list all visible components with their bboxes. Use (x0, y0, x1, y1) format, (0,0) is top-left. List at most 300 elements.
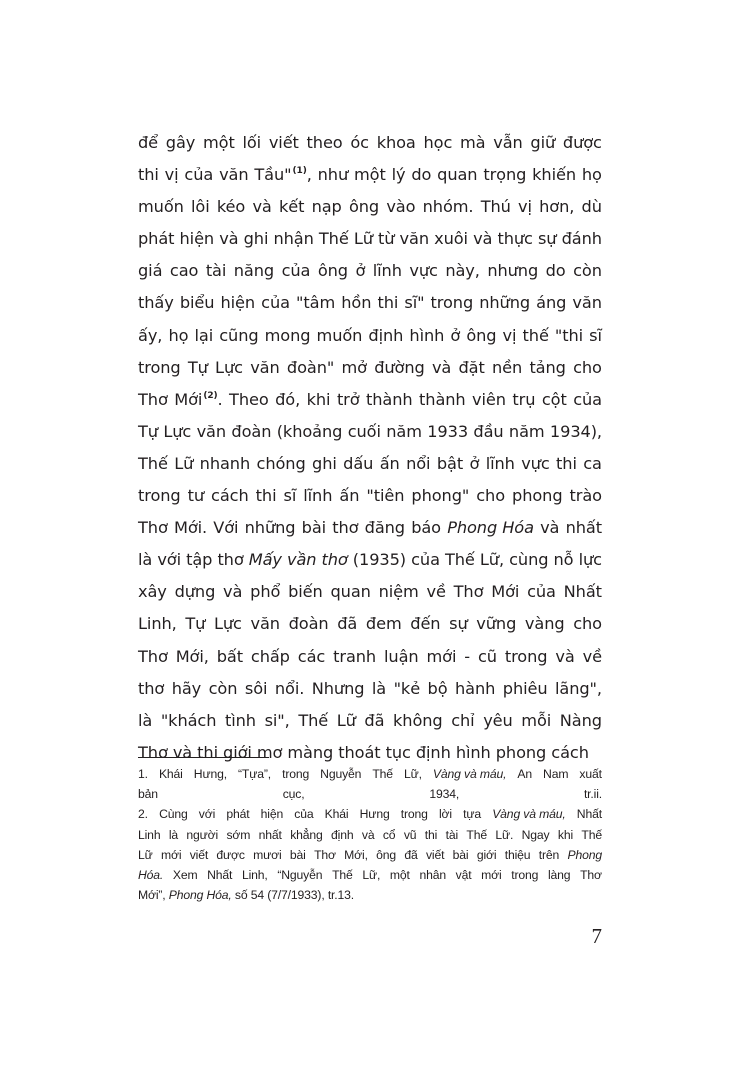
word: thơ (138, 678, 165, 698)
word: hiện (220, 293, 256, 313)
body-line (138, 448, 602, 480)
footnote-separator (138, 757, 269, 758)
word: cho (573, 614, 602, 634)
body-line (138, 384, 602, 416)
word: nhân (419, 867, 446, 882)
word: năm (386, 421, 422, 441)
word: Thế (332, 867, 353, 882)
word: và (431, 357, 452, 377)
footnote-ref-2: (2) (203, 390, 218, 401)
word: đã (364, 710, 385, 730)
footnote-line (138, 804, 602, 824)
word: của (261, 293, 290, 313)
word: các (297, 646, 326, 666)
footnote-line (138, 784, 602, 804)
word: Nhất (207, 867, 233, 882)
word: bản (138, 787, 158, 802)
word: bài (289, 847, 306, 862)
word: văn (196, 421, 227, 441)
word: phổ (250, 582, 281, 602)
body-line (138, 127, 602, 159)
word: Thế (581, 827, 602, 842)
word: Nàng (559, 710, 602, 730)
word: nhóm. (422, 197, 474, 217)
word: Theo (229, 389, 269, 409)
word: Nguyễn (320, 767, 362, 781)
word: số (234, 888, 248, 903)
word: hình (409, 325, 445, 345)
word: nhất (565, 518, 602, 538)
word: khiến (532, 165, 577, 185)
word: cách (551, 742, 589, 762)
word: phát (138, 229, 175, 249)
word: 1934, (429, 787, 460, 802)
word: (1935) (352, 550, 407, 570)
word: Lực (215, 357, 243, 377)
body-text (138, 127, 602, 769)
word: hiện (260, 807, 284, 822)
word: giữ (530, 133, 556, 152)
word: lôi (191, 197, 210, 217)
word: này, (445, 261, 480, 281)
word: Linh (138, 827, 161, 842)
word: lại (194, 325, 214, 345)
word: bài (301, 518, 327, 538)
body-line (138, 320, 602, 352)
word: - (464, 646, 471, 666)
footnote-ref-1: (1) (292, 166, 307, 177)
word: biến (288, 582, 323, 602)
word: thành (366, 389, 413, 409)
word: năm (508, 421, 545, 441)
word: trong (282, 767, 310, 781)
body-line (138, 576, 602, 608)
word: chóng (256, 453, 306, 473)
word: ghi (243, 229, 269, 249)
word: là (371, 678, 387, 698)
word: trên (538, 847, 560, 862)
word: thi (255, 486, 277, 506)
word: là (138, 550, 153, 570)
word: thành (419, 389, 466, 409)
word: ở (450, 325, 461, 345)
word: ông (376, 847, 397, 862)
word: không (393, 710, 443, 730)
word: viên (472, 389, 506, 409)
word: tư (187, 486, 205, 506)
word: bộ (427, 678, 448, 698)
word: trong (400, 807, 428, 822)
word: cao (169, 261, 199, 281)
word: Lữ (353, 229, 373, 249)
word: tranh (333, 646, 377, 666)
word: thơ (217, 550, 244, 570)
word: sĩ (589, 325, 602, 345)
word: cuối (347, 421, 381, 441)
body-line (138, 544, 602, 576)
word: Lực (213, 614, 242, 634)
word: viết (268, 133, 299, 152)
word: vị (164, 165, 179, 185)
word: Mới, (175, 646, 209, 666)
word: Thế (298, 710, 329, 730)
word: đến (410, 614, 441, 634)
word: kéo (216, 197, 246, 217)
word: phong (512, 486, 563, 506)
body-line (138, 191, 602, 223)
word: dựng (174, 582, 216, 602)
body-line (138, 480, 602, 512)
word: Khái (324, 807, 349, 822)
word: nhanh (199, 453, 251, 473)
word: của (411, 550, 440, 570)
word: về (582, 646, 602, 666)
word: của (527, 582, 556, 602)
word: lãng", (555, 678, 602, 698)
word: vị (518, 197, 532, 217)
word: mới (426, 646, 457, 666)
word: Thế (138, 453, 168, 473)
word: nhận (273, 229, 314, 249)
word: “Tựa”, (238, 767, 272, 781)
word: Nhất (563, 582, 602, 602)
word: Lữ, (362, 867, 381, 882)
word: cột (541, 389, 567, 409)
word: đoàn (288, 614, 329, 634)
word: Nhưng (311, 678, 365, 698)
word: tục (385, 742, 411, 762)
word: trong (430, 293, 474, 313)
word: "tâm (296, 293, 336, 313)
word: do (545, 261, 566, 281)
footnote-line (138, 845, 602, 865)
word: ông (466, 325, 497, 345)
word: Tự (185, 614, 206, 634)
word: Mới, (344, 847, 368, 862)
word: đem (365, 614, 402, 634)
word: hiện (179, 229, 215, 249)
word: Thế (444, 550, 475, 570)
word: lý (391, 165, 406, 185)
word: và (172, 742, 193, 762)
word: của (294, 807, 314, 822)
word: tảng (529, 357, 566, 377)
word: văn (250, 357, 280, 377)
word: hành (454, 678, 496, 698)
word: nổi. (274, 678, 305, 698)
body-line (138, 352, 602, 384)
word: viết (425, 847, 445, 862)
word: vực (521, 453, 550, 473)
word: văn (250, 614, 280, 634)
word: mới (160, 847, 182, 862)
word: phong" (411, 486, 470, 506)
word: Lữ, (403, 767, 422, 781)
word: dấu (343, 453, 374, 473)
word: vật (455, 867, 472, 882)
word: muốn (138, 197, 184, 217)
word: Lữ. (495, 827, 514, 842)
word: Thơ (453, 582, 484, 602)
word: cổ (382, 827, 396, 842)
word: ấy, (138, 325, 163, 345)
word: Xem (172, 867, 198, 882)
word: trong (511, 867, 539, 882)
word: Thơ (580, 867, 602, 882)
word: và (361, 827, 375, 842)
word: trong (138, 357, 181, 377)
word: sớm (226, 827, 251, 842)
word: trụ (512, 389, 536, 409)
word: thi (377, 293, 399, 313)
word: Mới. (173, 518, 208, 538)
body-line (138, 705, 602, 737)
word: về (426, 582, 446, 602)
word: theo (306, 133, 343, 152)
word: năng (233, 261, 275, 281)
word: vẫn (493, 133, 523, 152)
word: gây (165, 133, 196, 152)
word: cũ (477, 646, 497, 666)
word: vị (502, 325, 517, 345)
word: học (423, 133, 453, 152)
word: sự (537, 229, 557, 249)
body-line (138, 608, 602, 640)
word: 54 (250, 888, 265, 903)
word: xuất (579, 767, 602, 781)
word: Linh, (138, 614, 177, 634)
word: thi (556, 453, 577, 473)
word: mơ (256, 742, 283, 762)
word: trong (504, 646, 548, 666)
word: ông (317, 261, 348, 281)
word: định (368, 325, 404, 345)
word: đã (404, 847, 418, 862)
word: dù (581, 197, 602, 217)
word: Cùng (159, 807, 188, 822)
word: trào (569, 486, 602, 506)
word: Hóa. (138, 867, 164, 882)
word: Lữ, (479, 550, 505, 570)
word: niệm (378, 582, 419, 602)
word: Hưng (359, 807, 390, 822)
word: Lực (163, 421, 192, 441)
word: hồn (341, 293, 372, 313)
word: thi (197, 742, 218, 762)
word: nạp (311, 197, 342, 217)
word: và (223, 582, 243, 602)
word: và (473, 229, 493, 249)
word: thoát (338, 742, 381, 762)
word: một (353, 165, 386, 185)
word: cục, (282, 787, 305, 802)
word: áng (536, 293, 567, 313)
word: do (411, 165, 432, 185)
word: phong (495, 742, 547, 762)
word: Thơ (138, 742, 168, 762)
word: thiệu (504, 847, 531, 862)
word: tài (445, 827, 459, 842)
word: giới (476, 847, 497, 862)
word: yêu (483, 710, 513, 730)
word: những (479, 293, 531, 313)
word: họ (168, 325, 189, 345)
word: nhưng (487, 261, 539, 281)
word: An (517, 767, 532, 781)
word: là (168, 827, 179, 842)
word: vực (409, 261, 438, 281)
body-line (138, 287, 602, 319)
word: Ngay (521, 827, 550, 842)
word: còn (208, 678, 238, 698)
footnote-line (138, 764, 602, 784)
page-number: 7 (591, 924, 602, 948)
word: chỉ (451, 710, 475, 730)
word: Mấy vần thơ (248, 550, 348, 570)
word: Mới (491, 582, 520, 602)
footnote-line (138, 865, 602, 885)
word: giới (223, 742, 252, 762)
word: khẳng (290, 827, 323, 842)
word: ông (348, 197, 380, 217)
word: Thơ (138, 646, 168, 666)
word: biểu (179, 293, 215, 313)
word: đường (374, 357, 425, 377)
word: Linh, (241, 867, 268, 882)
word: Thơ (138, 389, 168, 409)
word: thi (138, 165, 159, 185)
word: mở (341, 357, 367, 377)
word: hơn, (539, 197, 575, 217)
word: bất (216, 646, 243, 666)
body-line (138, 512, 602, 544)
word: cũng (219, 325, 259, 345)
body-line (138, 416, 602, 448)
word: Lữ (174, 453, 194, 473)
word: "tiên (366, 486, 405, 506)
word: của (573, 389, 602, 409)
word: thơ (332, 518, 359, 538)
word: Phong (567, 847, 602, 862)
word: ấn (339, 486, 360, 506)
word: Thơ (138, 518, 168, 538)
word: và (555, 646, 575, 666)
word: những (244, 518, 296, 538)
word: văn (399, 229, 429, 249)
word: Thế (318, 229, 349, 249)
word: phát (226, 807, 250, 822)
word: giá (138, 261, 163, 281)
word: khi (306, 389, 331, 409)
word: nỗ (553, 550, 574, 570)
word: Thế (466, 827, 487, 842)
word: lĩnh (372, 261, 402, 281)
word: kết (278, 197, 305, 217)
word: tr.ii. (583, 787, 602, 802)
word: vũ (403, 827, 417, 842)
word: là (138, 710, 153, 730)
word: thực (497, 229, 533, 249)
word: cho (573, 357, 602, 377)
word: đoàn (231, 421, 272, 441)
word-with-footnote-ref: Mới$^{(2)}$. (174, 389, 223, 409)
word: 1933 (427, 421, 469, 441)
word: óc (350, 133, 369, 152)
word: "kẻ (393, 678, 421, 698)
body-line (138, 255, 602, 287)
word: khoa (376, 133, 416, 152)
word: xây (138, 582, 167, 602)
word: vàng (524, 614, 565, 634)
word: quan (330, 582, 371, 602)
word: và (252, 197, 272, 217)
word: màng (287, 742, 334, 762)
body-line (138, 673, 602, 705)
word: ca (583, 453, 602, 473)
word: Nhất (576, 807, 602, 822)
word: trọng (483, 165, 527, 185)
word: một (203, 133, 235, 152)
word: từ (378, 229, 395, 249)
word: của (184, 165, 214, 185)
word: xuôi (434, 229, 468, 249)
word: như (317, 165, 349, 185)
word: quan (437, 165, 478, 185)
word: và (540, 518, 560, 538)
word: bài (452, 847, 469, 862)
word: Mới”, (138, 888, 166, 903)
word: tình (225, 710, 256, 730)
word: trở (336, 389, 360, 409)
word: 1934), (549, 421, 602, 441)
word: nền (492, 357, 523, 377)
word: ở (355, 261, 366, 281)
word: Khái (158, 767, 183, 781)
word: Nam (543, 767, 569, 781)
word: lực (578, 550, 602, 570)
word: còn (573, 261, 602, 281)
word: trong (138, 486, 181, 506)
word: hãy (171, 678, 202, 698)
word: thế (522, 325, 549, 345)
word: mỗi (521, 710, 552, 730)
word: đó, (275, 389, 301, 409)
word: vững (476, 614, 517, 634)
word: Lữ (336, 710, 356, 730)
word: 1. (138, 767, 148, 781)
word: "thi (554, 325, 584, 345)
word: (7/7/1933), (267, 888, 325, 903)
word: ở (469, 453, 480, 473)
word: Thơ (314, 847, 336, 862)
word: (khoảng (276, 421, 343, 441)
word: định (331, 827, 354, 842)
word: Với (213, 518, 239, 538)
word: lối (242, 133, 262, 152)
word: Hưng, (193, 767, 227, 781)
word: Tự (138, 421, 158, 441)
word: cùng (509, 550, 549, 570)
word: Vàng và máu, (492, 807, 566, 822)
word: “Nguyễn (277, 867, 323, 882)
word: lĩnh (485, 453, 515, 473)
word: đặt (458, 357, 485, 377)
word: mươi (253, 847, 282, 862)
word: ghi (312, 453, 337, 473)
word: cho (476, 486, 506, 506)
word: thấy (138, 293, 174, 313)
word: ấn (379, 453, 400, 473)
